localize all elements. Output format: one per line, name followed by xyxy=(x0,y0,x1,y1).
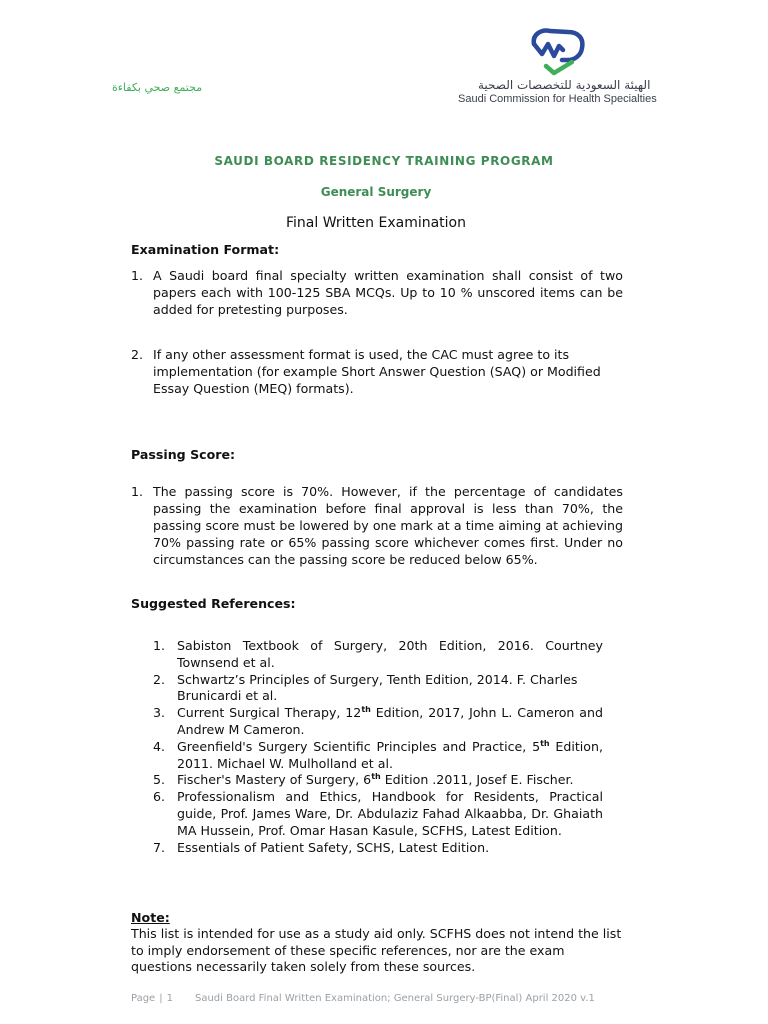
superscript: th xyxy=(361,705,371,715)
reference-text: Current Surgical Therapy, 12 xyxy=(177,705,362,721)
reference-text: Schwartz’s Principles of Surgery, Tenth Edition, 2014. F. Charles Brunicardi et al. xyxy=(177,671,578,704)
reference-item xyxy=(153,739,603,773)
format-item xyxy=(131,267,623,318)
footer-doc-title: Saudi Board Final Written Examination; General Surgery-BP(Final) April 2020 v.1 xyxy=(194,993,595,1004)
passing-item xyxy=(131,483,623,568)
note-label: Note: xyxy=(131,910,170,925)
format-heading: Examination Format: xyxy=(131,242,280,257)
reference-text-cont: Edition .2011, Josef E. Fischer. xyxy=(380,772,574,788)
reference-text: Greenfield's Surgery Scientific Principles and Practice, 5 xyxy=(177,738,541,754)
page-label: Page xyxy=(131,993,156,1004)
item-number: 4. xyxy=(153,738,166,754)
reference-item xyxy=(153,789,603,839)
specialty-title: General Surgery xyxy=(320,185,432,199)
passing-heading: Passing Score: xyxy=(131,447,236,462)
item-number: 1. xyxy=(131,268,144,283)
reference-item xyxy=(153,772,603,789)
page-number: 1 xyxy=(166,993,173,1004)
page-footer xyxy=(131,993,595,1004)
item-number: 1. xyxy=(131,484,144,499)
reference-item xyxy=(153,638,603,672)
tagline-arabic: مجتمع صحي بكفاءة xyxy=(112,81,203,94)
item-number: 5. xyxy=(153,772,166,788)
reference-text-cont: Edition, 2017, John L. Cameron and Andrew M Cameron. xyxy=(177,705,603,737)
logo-text-english: Saudi Commission for Health Specialties xyxy=(458,93,657,105)
references-list xyxy=(153,638,603,856)
reference-text: Essentials of Patient Safety, SCHS, Latest Edition. xyxy=(177,839,490,855)
item-text: The passing score is 70%. However, if the percentage of candidates passing the examination before final approval is less than 70%, the passing score must be lowered by one mark at a time aiming at achieving 70% passing rate or 65% passing score whichever comes first. Under no circumstances can the passing score be reduced below 65%. xyxy=(153,484,623,567)
scfhs-logo-icon xyxy=(528,26,586,78)
item-number: 2. xyxy=(153,671,166,687)
references-heading: Suggested References: xyxy=(131,596,296,611)
item-number: 3. xyxy=(153,705,166,721)
reference-item xyxy=(153,672,603,706)
superscript: th xyxy=(540,738,550,748)
reference-item xyxy=(153,840,603,857)
reference-item xyxy=(153,705,603,739)
item-number: 7. xyxy=(153,839,166,855)
item-text: A Saudi board final specialty written examination shall consist of two papers each with 100-125 SBA MCQs. Up to 10 % unscored items can be added for pretesting purposes. xyxy=(153,268,623,317)
program-title: SAUDI BOARD RESIDENCY TRAINING PROGRAM xyxy=(214,154,554,168)
reference-text: Sabiston Textbook of Surgery, 20th Edition, 2016. Courtney Townsend et al. xyxy=(177,638,603,670)
superscript: th xyxy=(371,772,381,782)
item-number: 1. xyxy=(153,638,166,653)
reference-text: Fischer's Mastery of Surgery, 6 xyxy=(177,772,372,788)
reference-text-cont: Edition, 2011. Michael W. Mulholland et al. xyxy=(177,738,603,771)
format-item xyxy=(131,346,623,397)
footer-separator: | xyxy=(159,993,163,1004)
item-number: 2. xyxy=(131,347,144,362)
reference-text: Professionalism and Ethics, Handbook for Residents, Practical guide, Prof. James Ware, Dr. Abdulaziz Fahad Alkaabba, Dr. Ghaiath MA Hussein, Prof. Omar Hasan Kasule, SCFHS, Latest Edition. xyxy=(177,789,603,838)
note-text: This list is intended for use as a study aid only. SCFHS does not intend the list to imply endorsement of these specific references, nor are the exam questions necessarily taken solely from these sources. xyxy=(131,926,622,975)
item-text: If any other assessment format is used, the CAC must agree to its implementation (for example Short Answer Question (SAQ) or Modified Essay Question (MEQ) formats). xyxy=(153,347,601,396)
logo-text-arabic: الهيئة السعودية للتخصصات الصحية xyxy=(478,78,651,92)
item-number: 6. xyxy=(153,789,166,805)
exam-title: Final Written Examination xyxy=(286,215,466,231)
